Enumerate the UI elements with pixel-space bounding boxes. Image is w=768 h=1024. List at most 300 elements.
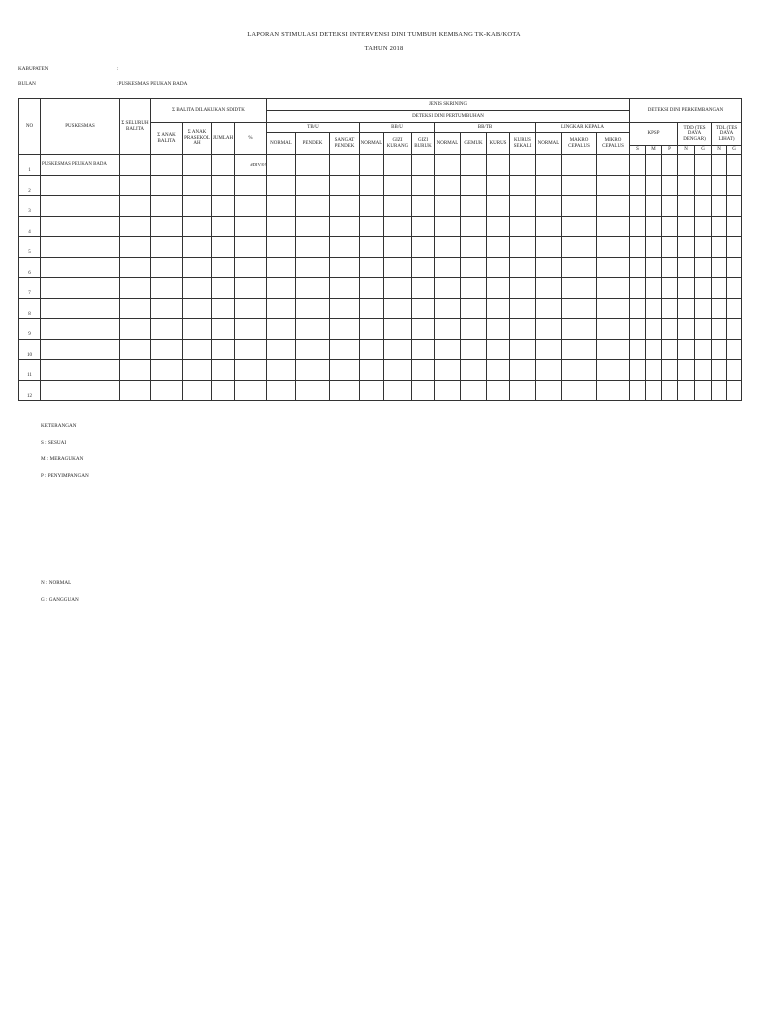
table-cell (384, 196, 412, 217)
table-cell (487, 380, 510, 401)
header-tbu-normal: NORMAL (267, 133, 296, 155)
table-cell (120, 298, 151, 319)
table-cell (727, 360, 742, 381)
row-number: 6 (19, 257, 41, 278)
table-cell (727, 380, 742, 401)
table-cell (646, 278, 662, 299)
table-cell (630, 339, 646, 360)
table-cell (510, 155, 536, 176)
table-cell (510, 237, 536, 258)
row-puskesmas (41, 278, 120, 299)
report-table (18, 98, 742, 401)
table-cell (296, 216, 330, 237)
table-cell (296, 196, 330, 217)
table-cell (384, 360, 412, 381)
legend-meragukan: M : MERAGUKAN (41, 456, 84, 462)
table-cell (646, 237, 662, 258)
table-cell (536, 196, 562, 217)
row-puskesmas (41, 257, 120, 278)
table-cell (360, 257, 384, 278)
table-cell (267, 278, 296, 299)
table-cell (678, 237, 695, 258)
table-cell (678, 298, 695, 319)
table-cell (384, 319, 412, 340)
table-cell (120, 360, 151, 381)
table-cell (712, 319, 727, 340)
table-cell (330, 196, 360, 217)
table-cell (662, 319, 678, 340)
table-cell (212, 380, 235, 401)
table-cell (727, 339, 742, 360)
table-row (19, 278, 742, 299)
table-cell (487, 216, 510, 237)
table-cell (330, 278, 360, 299)
row-percent (235, 380, 267, 401)
table-cell (412, 360, 435, 381)
kabupaten-label: KABUPATEN (18, 66, 49, 72)
table-cell (712, 216, 727, 237)
table-cell (412, 175, 435, 196)
table-cell (435, 196, 461, 217)
table-cell (727, 196, 742, 217)
table-cell (120, 380, 151, 401)
header-no: NO (19, 99, 41, 155)
legend-sesuai: S : SESUAI (41, 440, 67, 446)
table-cell (384, 216, 412, 237)
table-cell (183, 196, 212, 217)
table-cell (662, 360, 678, 381)
table-cell (536, 380, 562, 401)
table-cell (384, 155, 412, 176)
table-cell (461, 257, 487, 278)
table-cell (646, 298, 662, 319)
table-cell (360, 175, 384, 196)
table-cell (678, 380, 695, 401)
row-puskesmas (41, 298, 120, 319)
table-cell (461, 155, 487, 176)
row-puskesmas: PUSKESMAS PEUKAN BADA (41, 155, 120, 176)
table-cell (435, 155, 461, 176)
table-cell (360, 380, 384, 401)
row-puskesmas (41, 175, 120, 196)
table-cell (120, 175, 151, 196)
table-cell (267, 380, 296, 401)
table-cell (151, 155, 183, 176)
row-percent (235, 298, 267, 319)
table-cell (536, 175, 562, 196)
table-cell (678, 339, 695, 360)
table-cell (510, 360, 536, 381)
table-cell (412, 237, 435, 258)
table-row (19, 360, 742, 381)
table-cell (151, 257, 183, 278)
table-cell (727, 237, 742, 258)
table-cell (183, 380, 212, 401)
table-cell (212, 175, 235, 196)
table-cell (461, 175, 487, 196)
table-cell (120, 319, 151, 340)
table-cell (695, 216, 712, 237)
table-cell (461, 339, 487, 360)
table-cell (536, 237, 562, 258)
table-cell (536, 155, 562, 176)
table-cell (678, 319, 695, 340)
table-cell (510, 339, 536, 360)
table-cell (562, 278, 597, 299)
table-cell (360, 298, 384, 319)
table-cell (212, 216, 235, 237)
row-number: 4 (19, 216, 41, 237)
table-cell (212, 196, 235, 217)
table-cell (487, 339, 510, 360)
table-cell (212, 155, 235, 176)
table-cell (267, 257, 296, 278)
table-cell (183, 278, 212, 299)
table-cell (662, 216, 678, 237)
table-cell (183, 319, 212, 340)
table-cell (267, 237, 296, 258)
table-cell (296, 319, 330, 340)
row-percent (235, 237, 267, 258)
table-cell (695, 257, 712, 278)
table-cell (510, 175, 536, 196)
table-cell (695, 155, 712, 176)
table-row (19, 257, 742, 278)
table-cell (597, 155, 630, 176)
table-cell (712, 360, 727, 381)
table-cell (695, 380, 712, 401)
table-cell (330, 216, 360, 237)
table-cell (183, 155, 212, 176)
row-percent (235, 196, 267, 217)
header-lk-mikro-cepalus: MIKRO CEPALUS (597, 133, 630, 155)
table-cell (296, 237, 330, 258)
table-cell (562, 196, 597, 217)
table-cell (510, 257, 536, 278)
table-cell (562, 257, 597, 278)
table-cell (435, 319, 461, 340)
table-cell (662, 380, 678, 401)
report-year: TAHUN 2018 (364, 45, 404, 52)
header-tdd-g: G (695, 146, 712, 155)
table-cell (267, 339, 296, 360)
header-bbtb-kurus: KURUS (487, 133, 510, 155)
table-cell (330, 339, 360, 360)
table-cell (562, 175, 597, 196)
header-kpsp: KPSP (630, 123, 678, 146)
header-lingkar-kepala: LINGKAR KEPALA (536, 123, 630, 133)
table-cell (183, 339, 212, 360)
table-cell (727, 216, 742, 237)
header-kpsp-p: P (662, 146, 678, 155)
table-cell (646, 319, 662, 340)
table-cell (712, 175, 727, 196)
header-seluruh-balita: Σ SELURUH BALITA (120, 99, 151, 155)
row-number: 2 (19, 175, 41, 196)
row-number: 8 (19, 298, 41, 319)
table-cell (151, 175, 183, 196)
table-cell (510, 319, 536, 340)
row-percent (235, 360, 267, 381)
row-puskesmas (41, 380, 120, 401)
table-cell (435, 278, 461, 299)
table-cell (678, 216, 695, 237)
table-cell (461, 278, 487, 299)
table-cell (183, 298, 212, 319)
table-cell (695, 319, 712, 340)
kabupaten-separator: : (117, 66, 119, 72)
table-cell (384, 278, 412, 299)
table-cell (630, 380, 646, 401)
table-cell (597, 216, 630, 237)
table-cell (360, 278, 384, 299)
table-row (19, 216, 742, 237)
table-cell (151, 339, 183, 360)
table-cell (435, 339, 461, 360)
table-cell (695, 360, 712, 381)
legend-keterangan: KETERANGAN (41, 423, 77, 429)
table-cell (384, 257, 412, 278)
header-balita-sdidtk: Σ BALITA DILAKUKAN SDIDTK (151, 99, 267, 123)
row-number: 5 (19, 237, 41, 258)
table-cell (562, 339, 597, 360)
row-percent (235, 319, 267, 340)
header-anak-prasekolah: Σ ANAK PRASEKOL AH (183, 123, 212, 155)
table-cell (461, 196, 487, 217)
table-cell (212, 278, 235, 299)
table-cell (536, 216, 562, 237)
row-number: 3 (19, 196, 41, 217)
table-cell (296, 278, 330, 299)
table-cell (267, 155, 296, 176)
table-cell (597, 196, 630, 217)
table-cell (630, 237, 646, 258)
table-cell (296, 298, 330, 319)
table-cell (597, 298, 630, 319)
header-tbu-pendek: PENDEK (296, 133, 330, 155)
table-cell (695, 196, 712, 217)
table-cell (727, 278, 742, 299)
table-cell (151, 237, 183, 258)
header-bbtb-normal: NORMAL (435, 133, 461, 155)
table-cell (646, 360, 662, 381)
table-cell (510, 278, 536, 299)
table-cell (384, 298, 412, 319)
table-cell (597, 278, 630, 299)
table-cell (712, 339, 727, 360)
table-cell (183, 216, 212, 237)
table-cell (712, 298, 727, 319)
table-cell (487, 237, 510, 258)
table-cell (646, 339, 662, 360)
row-percent (235, 175, 267, 196)
table-cell (562, 298, 597, 319)
table-row (19, 298, 742, 319)
table-cell (267, 319, 296, 340)
table-cell (151, 360, 183, 381)
table-cell (597, 339, 630, 360)
table-cell (510, 196, 536, 217)
table-body (19, 155, 742, 401)
table-cell (712, 380, 727, 401)
table-row (19, 196, 742, 217)
table-cell (695, 339, 712, 360)
table-cell (461, 360, 487, 381)
table-cell (510, 380, 536, 401)
table-cell (695, 278, 712, 299)
table-cell (646, 380, 662, 401)
header-bbu-gizi-kurang: GIZI KURANG (384, 133, 412, 155)
table-cell (461, 237, 487, 258)
table-cell (630, 175, 646, 196)
table-cell (412, 196, 435, 217)
table-cell (267, 196, 296, 217)
table-cell (487, 298, 510, 319)
table-cell (727, 155, 742, 176)
table-cell (695, 237, 712, 258)
table-cell (597, 257, 630, 278)
table-cell (412, 380, 435, 401)
table-cell (435, 257, 461, 278)
table-cell (562, 216, 597, 237)
header-puskesmas: PUSKESMAS (41, 99, 120, 155)
table-cell (183, 360, 212, 381)
row-percent (235, 216, 267, 237)
table-cell (330, 175, 360, 196)
table-cell (712, 237, 727, 258)
table-cell (630, 298, 646, 319)
table-cell (384, 237, 412, 258)
header-percent: % (235, 123, 267, 155)
table-cell (120, 257, 151, 278)
table-cell (487, 175, 510, 196)
table-cell (435, 380, 461, 401)
header-jenis-skrining: JENIS SKRINING (267, 99, 630, 111)
table-cell (183, 257, 212, 278)
table-cell (330, 155, 360, 176)
table-cell (510, 298, 536, 319)
header-bbtb-gemuk: GEMUK (461, 133, 487, 155)
header-tbu: TB/U (267, 123, 360, 133)
table-cell (296, 175, 330, 196)
table-cell (487, 196, 510, 217)
table-cell (630, 319, 646, 340)
table-cell (384, 339, 412, 360)
table-cell (646, 175, 662, 196)
table-cell (412, 339, 435, 360)
table-cell (678, 257, 695, 278)
header-bbu-gizi-buruk: GIZI BURUK (412, 133, 435, 155)
table-cell (461, 298, 487, 319)
row-puskesmas (41, 237, 120, 258)
table-row (19, 155, 742, 176)
table-cell (267, 175, 296, 196)
table-cell (296, 339, 330, 360)
header-tdd: TDD (TES DAYA DENGAR) (678, 123, 712, 146)
table-cell (212, 257, 235, 278)
table-cell (296, 257, 330, 278)
table-cell (630, 360, 646, 381)
table-cell (212, 319, 235, 340)
table-cell (630, 278, 646, 299)
table-cell (435, 360, 461, 381)
table-cell (487, 319, 510, 340)
table-cell (151, 319, 183, 340)
table-cell (360, 216, 384, 237)
table-cell (662, 278, 678, 299)
table-cell (412, 216, 435, 237)
table-cell (562, 155, 597, 176)
table-cell (412, 278, 435, 299)
table-row (19, 319, 742, 340)
header-tdl: TDL (TES DAYA LIHAT) (712, 123, 742, 146)
table-cell (695, 175, 712, 196)
header-kpsp-s: S (630, 146, 646, 155)
table-cell (536, 360, 562, 381)
table-cell (330, 380, 360, 401)
table-cell (727, 175, 742, 196)
table-cell (435, 237, 461, 258)
row-puskesmas (41, 196, 120, 217)
table-cell (212, 237, 235, 258)
table-cell (487, 278, 510, 299)
table-cell (151, 196, 183, 217)
table-cell (384, 380, 412, 401)
table-cell (646, 196, 662, 217)
row-percent (235, 257, 267, 278)
header-lk-normal: NORMAL (536, 133, 562, 155)
table-cell (435, 216, 461, 237)
table-cell (597, 380, 630, 401)
table-cell (412, 298, 435, 319)
table-cell (296, 155, 330, 176)
legend-penyimpangan: P : PENYIMPANGAN (41, 473, 89, 479)
table-cell (151, 298, 183, 319)
row-number: 1 (19, 155, 41, 176)
table-cell (487, 257, 510, 278)
table-cell (678, 155, 695, 176)
table-cell (678, 278, 695, 299)
table-cell (120, 278, 151, 299)
table-cell (151, 278, 183, 299)
table-cell (151, 216, 183, 237)
header-lk-makro-cepalus: MAKRO CEPALUS (562, 133, 597, 155)
table-cell (330, 319, 360, 340)
table-cell (630, 155, 646, 176)
table-cell (712, 155, 727, 176)
table-cell (678, 196, 695, 217)
table-row (19, 380, 742, 401)
table-cell (562, 237, 597, 258)
table-cell (662, 339, 678, 360)
table-cell (662, 298, 678, 319)
table-cell (267, 216, 296, 237)
table-cell (678, 360, 695, 381)
table-cell (536, 298, 562, 319)
table-cell (712, 278, 727, 299)
table-cell (662, 196, 678, 217)
table-cell (536, 257, 562, 278)
table-cell (630, 257, 646, 278)
table-cell (183, 237, 212, 258)
table-cell (536, 339, 562, 360)
header-bbtb-kurus-sekali: KURUS SEKALI (510, 133, 536, 155)
table-cell (597, 175, 630, 196)
table-cell (695, 298, 712, 319)
legend-gangguan: G : GANGGUAN (41, 597, 79, 603)
row-number: 12 (19, 380, 41, 401)
header-kpsp-m: M (646, 146, 662, 155)
